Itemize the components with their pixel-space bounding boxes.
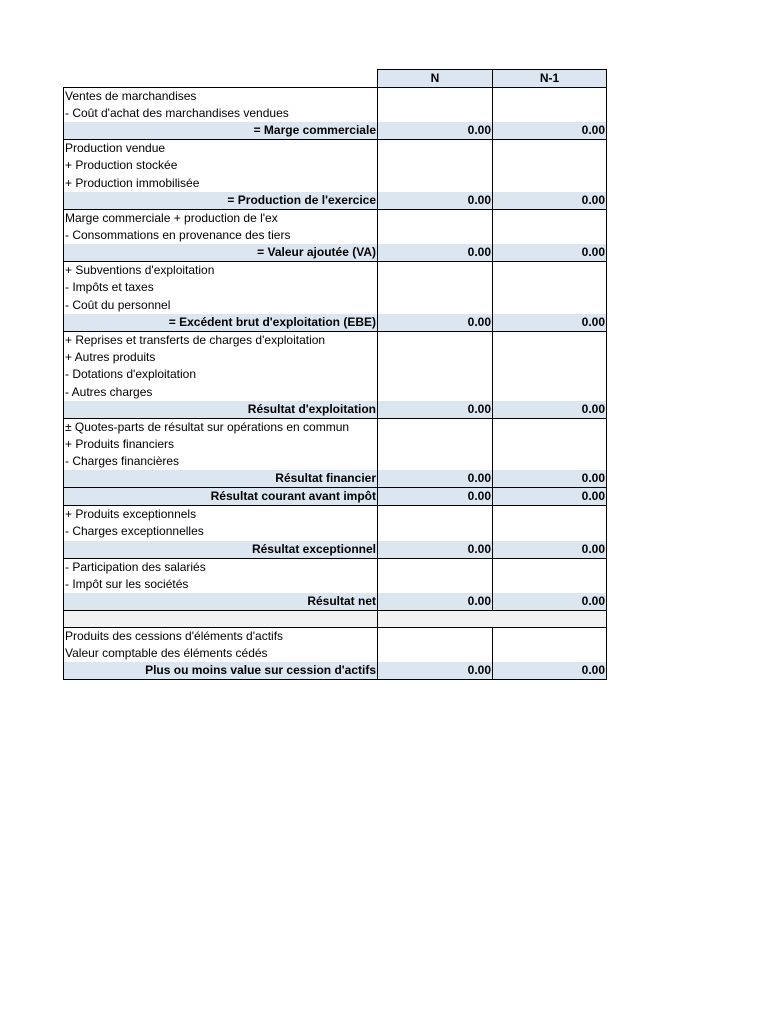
header-blank-cell — [64, 70, 378, 88]
total-row — [64, 541, 607, 559]
table-row — [64, 349, 607, 366]
value-cell-n[interactable] — [378, 453, 493, 470]
value-cell-n-1[interactable]: 0.00 — [493, 192, 607, 210]
value-cell-n-1[interactable] — [493, 576, 607, 593]
table-row — [64, 506, 607, 524]
table-row — [64, 296, 607, 313]
value-cell-n[interactable] — [378, 209, 493, 227]
value-cell-n[interactable]: 0.00 — [378, 470, 493, 488]
value-cell-n-1[interactable] — [493, 418, 607, 436]
column-header-n: N — [378, 70, 493, 88]
value-cell-n[interactable] — [378, 331, 493, 349]
table-row — [64, 628, 607, 646]
value-cell-n[interactable] — [378, 610, 493, 627]
total-label-cell[interactable]: Résultat d'exploitation — [64, 401, 378, 419]
total-label-cell[interactable]: = Excédent brut d'exploitation (EBE) — [64, 314, 378, 332]
total-row — [64, 401, 607, 419]
value-cell-n[interactable]: 0.00 — [378, 541, 493, 559]
table-row — [64, 453, 607, 470]
total-row — [64, 593, 607, 611]
table-row — [64, 383, 607, 400]
table-row — [64, 418, 607, 436]
table-row — [64, 279, 607, 296]
value-cell-n[interactable]: 0.00 — [378, 122, 493, 140]
row-label-cell[interactable]: Produits des cessions d'éléments d'actifs — [64, 628, 378, 646]
row-label-cell[interactable]: + Production stockée — [64, 157, 378, 174]
row-label-cell[interactable]: + Production immobilisée — [64, 175, 378, 192]
total-label-cell[interactable]: = Production de l'exercice — [64, 192, 378, 210]
value-cell-n-1[interactable]: 0.00 — [493, 314, 607, 332]
total-label-cell[interactable]: = Valeur ajoutée (VA) — [64, 244, 378, 262]
row-label-cell[interactable]: Valeur comptable des éléments cédés — [64, 645, 378, 662]
row-label-cell[interactable]: - Participation des salariés — [64, 558, 378, 576]
row-label-cell[interactable]: - Coût d'achat des marchandises vendues — [64, 105, 378, 122]
table-body — [64, 70, 607, 680]
total-label-cell[interactable]: Résultat courant avant impôt — [64, 488, 378, 506]
row-label-cell[interactable]: + Autres produits — [64, 349, 378, 366]
value-cell-n[interactable]: 0.00 — [378, 488, 493, 506]
income-statement-table — [63, 69, 607, 680]
value-cell-n-1[interactable] — [493, 157, 607, 174]
table-row — [64, 645, 607, 662]
value-cell-n-1[interactable] — [493, 628, 607, 646]
total-row — [64, 192, 607, 210]
total-row — [64, 244, 607, 262]
value-cell-n[interactable] — [378, 349, 493, 366]
row-label-cell[interactable]: - Impôts et taxes — [64, 279, 378, 296]
row-label-cell[interactable] — [64, 610, 378, 627]
value-cell-n[interactable]: 0.00 — [378, 192, 493, 210]
row-label-cell[interactable]: - Coût du personnel — [64, 296, 378, 313]
value-cell-n-1[interactable] — [493, 209, 607, 227]
value-cell-n-1[interactable]: 0.00 — [493, 593, 607, 611]
value-cell-n-1[interactable] — [493, 383, 607, 400]
value-cell-n-1[interactable]: 0.00 — [493, 488, 607, 506]
table-row — [64, 523, 607, 540]
table-row — [64, 105, 607, 122]
value-cell-n-1[interactable]: 0.00 — [493, 541, 607, 559]
table-row — [64, 558, 607, 576]
value-cell-n[interactable]: 0.00 — [378, 662, 493, 680]
total-row — [64, 662, 607, 680]
value-cell-n[interactable] — [378, 383, 493, 400]
value-cell-n-1[interactable]: 0.00 — [493, 401, 607, 419]
value-cell-n[interactable] — [378, 523, 493, 540]
value-cell-n[interactable] — [378, 296, 493, 313]
total-label-cell[interactable]: Résultat net — [64, 593, 378, 611]
row-label-cell[interactable]: + Produits exceptionnels — [64, 506, 378, 524]
total-label-cell[interactable]: Résultat exceptionnel — [64, 541, 378, 559]
row-label-cell[interactable]: - Consommations en provenance des tiers — [64, 227, 378, 244]
total-row — [64, 122, 607, 140]
value-cell-n-1[interactable] — [493, 262, 607, 280]
total-row — [64, 314, 607, 332]
value-cell-n-1[interactable] — [493, 105, 607, 122]
value-cell-n-1[interactable] — [493, 88, 607, 106]
total-row — [64, 470, 607, 488]
table-row — [64, 436, 607, 453]
value-cell-n[interactable] — [378, 418, 493, 436]
value-cell-n[interactable] — [378, 366, 493, 383]
total-label-cell[interactable]: Plus ou moins value sur cession d'actifs — [64, 662, 378, 680]
value-cell-n[interactable] — [378, 88, 493, 106]
value-cell-n-1[interactable] — [493, 175, 607, 192]
value-cell-n-1[interactable] — [493, 523, 607, 540]
value-cell-n[interactable] — [378, 506, 493, 524]
value-cell-n[interactable]: 0.00 — [378, 314, 493, 332]
row-label-cell[interactable]: - Impôt sur les sociétés — [64, 576, 378, 593]
total-label-cell[interactable]: = Marge commerciale — [64, 122, 378, 140]
table-row — [64, 88, 607, 106]
value-cell-n[interactable] — [378, 436, 493, 453]
table-row — [64, 175, 607, 192]
header-row — [64, 70, 607, 88]
row-label-cell[interactable]: + Produits financiers — [64, 436, 378, 453]
value-cell-n[interactable] — [378, 645, 493, 662]
row-label-cell[interactable]: Ventes de marchandises — [64, 88, 378, 106]
row-label-cell[interactable]: + Reprises et transferts de charges d'exploitation — [64, 331, 378, 349]
value-cell-n[interactable]: 0.00 — [378, 244, 493, 262]
value-cell-n[interactable] — [378, 558, 493, 576]
value-cell-n-1[interactable] — [493, 331, 607, 349]
table-row — [64, 576, 607, 593]
value-cell-n-1[interactable] — [493, 296, 607, 313]
table-row — [64, 227, 607, 244]
value-cell-n[interactable] — [378, 279, 493, 296]
value-cell-n-1[interactable] — [493, 506, 607, 524]
value-cell-n-1[interactable] — [493, 227, 607, 244]
spacer-row — [64, 610, 607, 627]
row-label-cell[interactable]: + Subventions d'exploitation — [64, 262, 378, 280]
table-row — [64, 366, 607, 383]
value-cell-n[interactable] — [378, 628, 493, 646]
total-row — [64, 488, 607, 506]
value-cell-n[interactable] — [378, 105, 493, 122]
value-cell-n-1[interactable]: 0.00 — [493, 122, 607, 140]
value-cell-n-1[interactable]: 0.00 — [493, 470, 607, 488]
value-cell-n-1[interactable] — [493, 140, 607, 158]
value-cell-n-1[interactable] — [493, 349, 607, 366]
value-cell-n[interactable] — [378, 576, 493, 593]
value-cell-n[interactable]: 0.00 — [378, 593, 493, 611]
table-row — [64, 262, 607, 280]
value-cell-n-1[interactable] — [493, 366, 607, 383]
row-label-cell[interactable]: - Dotations d'exploitation — [64, 366, 378, 383]
value-cell-n-1[interactable] — [493, 453, 607, 470]
row-label-cell[interactable]: Production vendue — [64, 140, 378, 158]
value-cell-n[interactable] — [378, 140, 493, 158]
table-row — [64, 209, 607, 227]
value-cell-n-1[interactable] — [493, 645, 607, 662]
value-cell-n[interactable] — [378, 157, 493, 174]
value-cell-n-1[interactable] — [493, 279, 607, 296]
value-cell-n[interactable]: 0.00 — [378, 401, 493, 419]
table-row — [64, 140, 607, 158]
value-cell-n-1[interactable] — [493, 610, 607, 627]
row-label-cell[interactable]: Marge commerciale + production de l'ex — [64, 209, 378, 227]
value-cell-n[interactable] — [378, 175, 493, 192]
table-row — [64, 331, 607, 349]
value-cell-n-1[interactable] — [493, 558, 607, 576]
row-label-cell[interactable]: - Charges financières — [64, 453, 378, 470]
value-cell-n-1[interactable]: 0.00 — [493, 662, 607, 680]
row-label-cell[interactable]: - Autres charges — [64, 383, 378, 400]
table-row — [64, 157, 607, 174]
value-cell-n-1[interactable]: 0.00 — [493, 244, 607, 262]
total-label-cell[interactable]: Résultat financier — [64, 470, 378, 488]
row-label-cell[interactable]: ± Quotes-parts de résultat sur opérations en commun — [64, 418, 378, 436]
column-header-n-1: N-1 — [493, 70, 607, 88]
value-cell-n-1[interactable] — [493, 436, 607, 453]
value-cell-n[interactable] — [378, 227, 493, 244]
value-cell-n[interactable] — [378, 262, 493, 280]
row-label-cell[interactable]: - Charges exceptionnelles — [64, 523, 378, 540]
